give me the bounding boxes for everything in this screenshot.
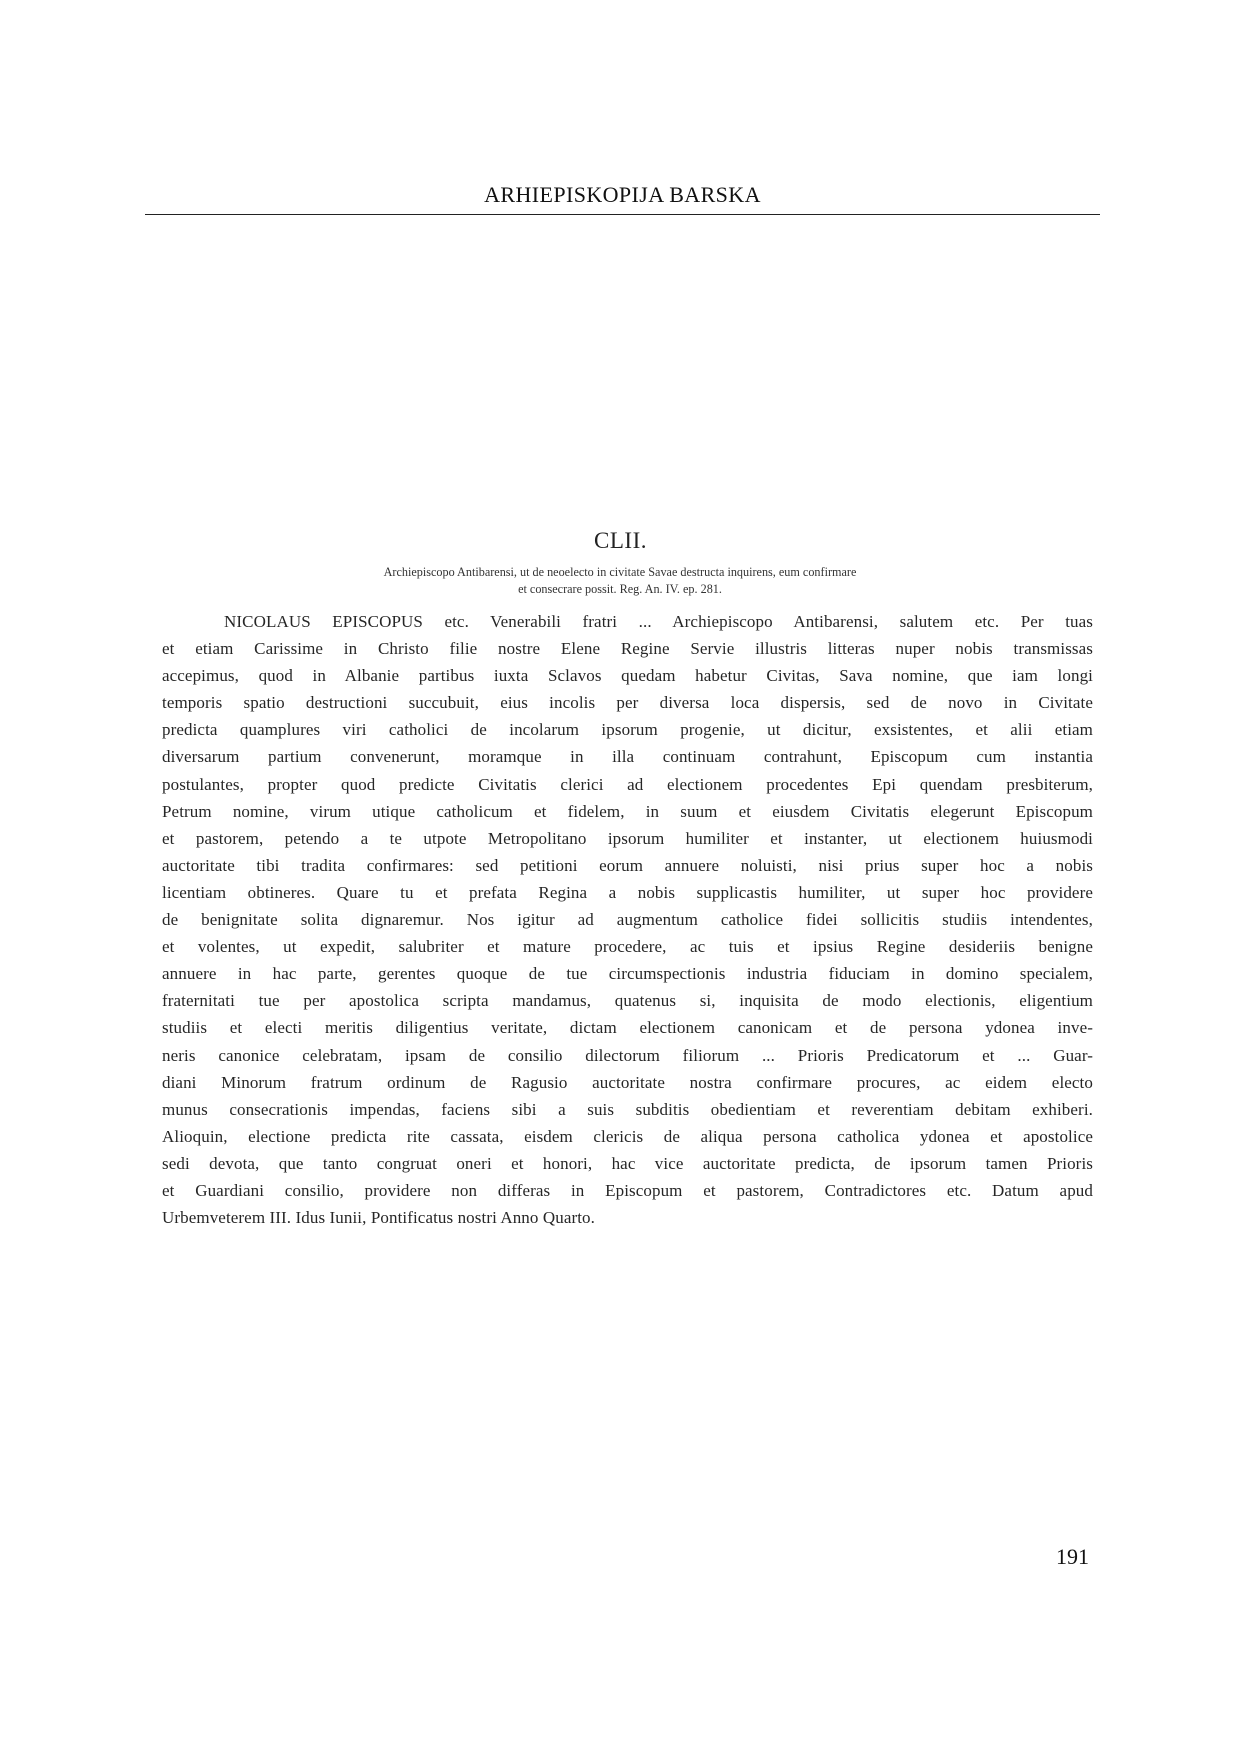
body-line: et pastorem, petendo a te utpote Metropolitano ipsorum humiliter et instanter, ut electionem huiusmodi bbox=[162, 828, 1093, 848]
body-line: neris canonice celebratam, ipsam de consilio dilectorum filiorum ... Prioris Predicatorum et ... Guar- bbox=[162, 1045, 1093, 1065]
body-line: NICOLAUS EPISCOPUS etc. Venerabili fratri ... Archiepiscopo Antibarensi, salutem etc. Per tuas bbox=[224, 612, 1093, 631]
body-line: diani Minorum fratrum ordinum de Ragusio auctoritate nostra confirmare procures, ac eidem electo bbox=[162, 1072, 1093, 1092]
letter-body bbox=[162, 608, 1093, 1231]
body-line: temporis spatio destructioni succubuit, eius incolis per diversa loca dispersis, sed de novo in Civitate bbox=[162, 693, 1093, 713]
running-header bbox=[145, 181, 1100, 215]
document-regest bbox=[280, 564, 960, 598]
body-line: studiis et electi meritis diligentius veritate, dictam electionem canonicam et de persona ydonea inve- bbox=[162, 1018, 1093, 1038]
body-line: accepimus, quod in Albanie partibus iuxta Sclavos quedam habetur Civitas, Sava nomine, que iam longi bbox=[162, 666, 1093, 686]
body-line: fraternitati tue per apostolica scripta mandamus, quatenus si, inquisita de modo electionis, eligentium bbox=[162, 991, 1093, 1011]
document-number: CLII. bbox=[594, 528, 647, 553]
regest-line: Archiepiscopo Antibarensi, ut de neoelecto in civitate Savae destructa inquirens, eum confirmare bbox=[383, 565, 857, 579]
body-line: annuere in hac parte, gerentes quoque de tue circumspectionis industria fiduciam in domino specialem, bbox=[162, 964, 1093, 984]
body-line: Alioquin, electione predicta rite cassata, eisdem clericis de aliqua persona catholica ydonea et apostolice bbox=[162, 1126, 1093, 1146]
body-line: Urbemveterem III. Idus Iunii, Pontificatus nostri Anno Quarto. bbox=[162, 1208, 596, 1228]
body-line: et volentes, ut expedit, salubriter et mature procedere, ac tuis et ipsius Regine desideriis benigne bbox=[162, 937, 1093, 957]
body-line: sedi devota, que tanto congruat oneri et honori, hac vice auctoritate predicta, de ipsorum tamen Prioris bbox=[162, 1153, 1093, 1173]
body-line: predicta quamplures viri catholici de incolarum ipsorum progenie, ut dicitur, exsistentes, et alii etiam bbox=[162, 720, 1093, 740]
body-line: postulantes, propter quod predicte Civitatis clerici ad electionem procedentes Epi quendam presbiterum, bbox=[162, 774, 1093, 794]
body-line: auctoritate tibi tradita confirmares: sed petitioni eorum annuere noluisti, nisi prius super hoc a nobis bbox=[162, 855, 1093, 875]
body-line: et etiam Carissime in Christo filie nostre Elene Regine Servie illustris litteras nuper nobis transmissas bbox=[162, 639, 1093, 659]
body-line: diversarum partium convenerunt, moramque in illa continuam contrahunt, Episcopum cum instantia bbox=[162, 747, 1093, 767]
body-line: Petrum nomine, virum utique catholicum et fidelem, in suum et eiusdem Civitatis elegerunt Episcopum bbox=[162, 801, 1093, 821]
regest-line: et consecrare possit. Reg. An. IV. ep. 281. bbox=[518, 582, 722, 596]
body-line: licentiam obtineres. Quare tu et prefata Regina a nobis supplicastis humiliter, ut super hoc providere bbox=[162, 882, 1093, 902]
body-line: et Guardiani consilio, providere non differas in Episcopum et pastorem, Contradictores etc. Datum apud bbox=[162, 1180, 1093, 1200]
body-line: de benignitate solita dignaremur. Nos igitur ad augmentum catholice fidei sollicitis studiis intendentes, bbox=[162, 910, 1093, 930]
running-title: ARHIEPISKOPIJA BARSKA bbox=[484, 182, 761, 207]
body-line: munus consecrationis impendas, faciens sibi a suis subditis obedientiam et reverentiam debitam exhiberi. bbox=[162, 1099, 1093, 1119]
page-number: 191 bbox=[1056, 1544, 1089, 1569]
